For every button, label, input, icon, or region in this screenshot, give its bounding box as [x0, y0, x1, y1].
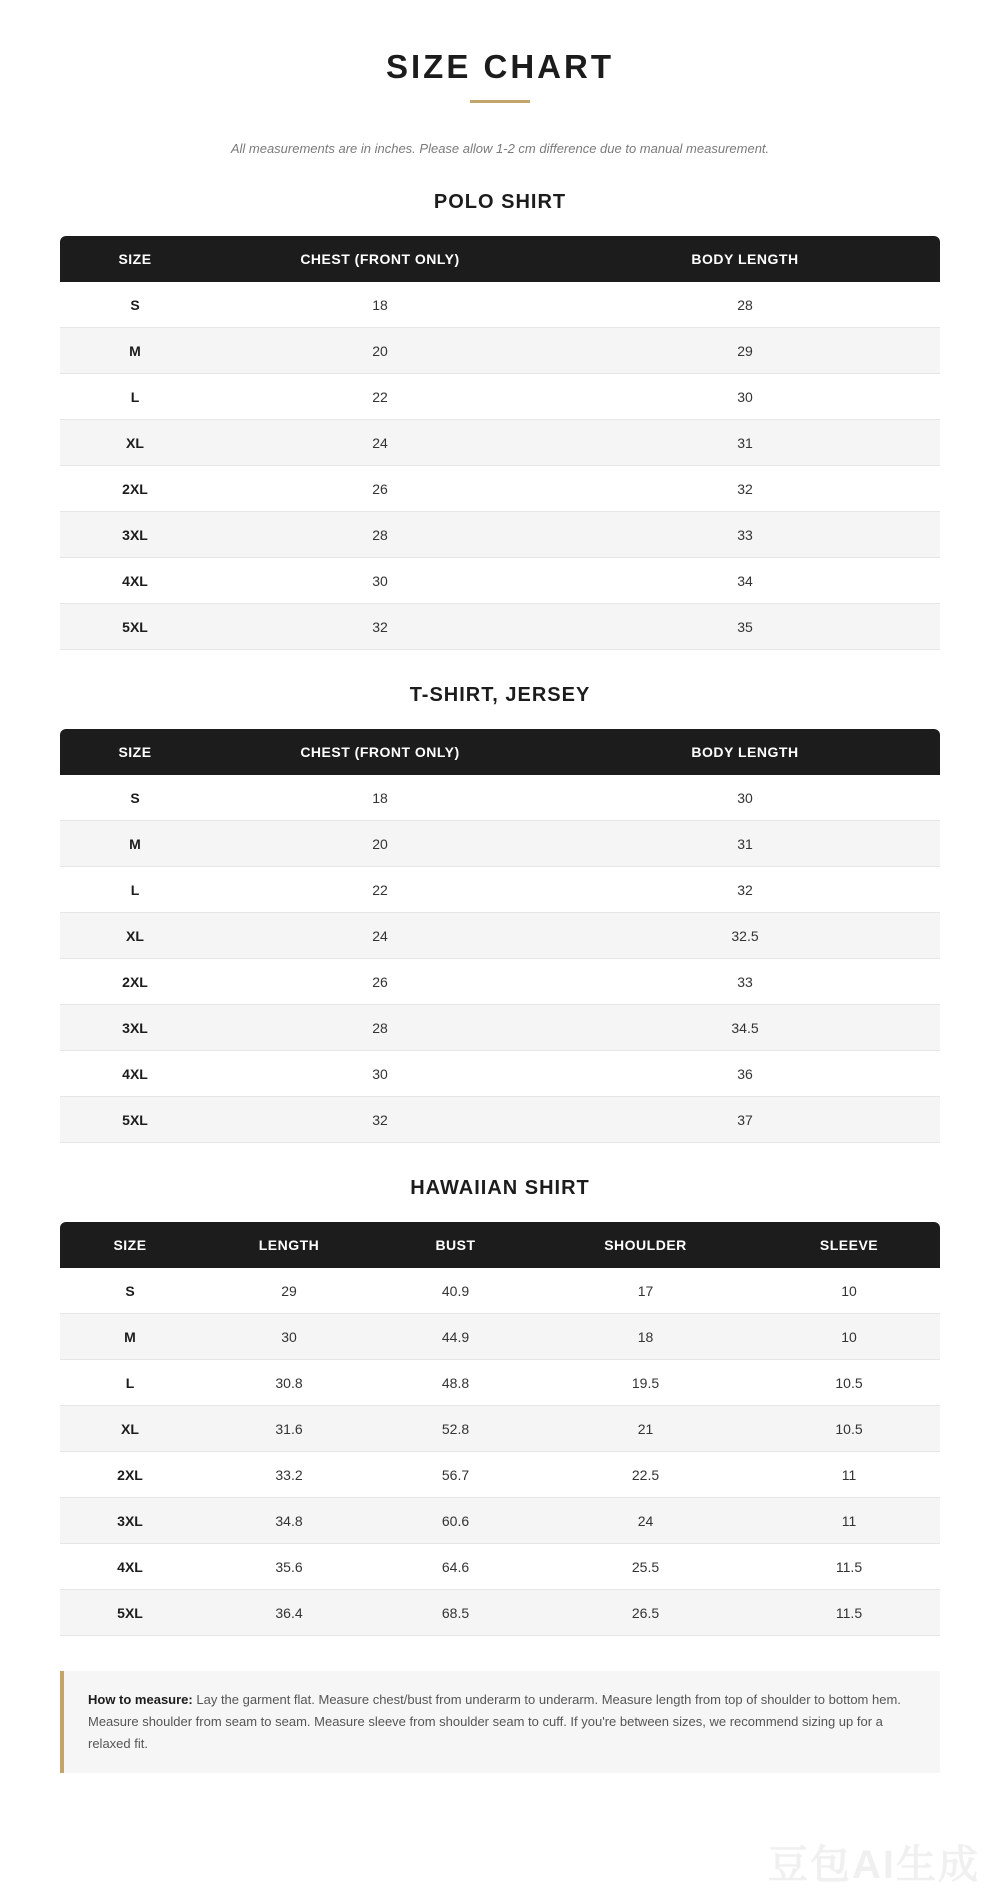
table-row [60, 959, 940, 1005]
table-row [60, 1314, 940, 1360]
table-row [60, 821, 940, 867]
hawaiian-section [60, 1177, 940, 1636]
size-cell: M [60, 1314, 200, 1360]
table-row [60, 1005, 940, 1051]
measurement-cell: 11.5 [758, 1590, 940, 1636]
table-row [60, 775, 940, 821]
measurement-cell: 29 [200, 1268, 378, 1314]
hawaiian-section-title: HAWAIIAN SHIRT [410, 1177, 590, 1199]
measurement-cell: 24 [210, 913, 550, 959]
polo-table-body [60, 282, 940, 650]
measurement-cell: 18 [533, 1314, 758, 1360]
size-cell: 5XL [60, 604, 210, 650]
polo-size-table [60, 236, 940, 650]
size-cell: XL [60, 420, 210, 466]
how-to-measure-box [60, 1671, 940, 1773]
polo-section-title: POLO SHIRT [433, 191, 567, 213]
column-header: CHEST (FRONT ONLY) [300, 251, 460, 267]
measurement-cell: 28 [210, 512, 550, 558]
watermark-logo: 豆包AI生成 [768, 1843, 980, 1887]
table-row [60, 1498, 940, 1544]
measurement-cell: 32 [550, 867, 940, 913]
size-cell: 3XL [60, 512, 210, 558]
table-row [60, 1406, 940, 1452]
measurement-cell: 35.6 [200, 1544, 378, 1590]
measurement-cell: 34 [550, 558, 940, 604]
measurement-cell: 60.6 [378, 1498, 533, 1544]
size-cell: 4XL [60, 1544, 200, 1590]
measurement-cell: 10 [758, 1268, 940, 1314]
measurement-cell: 19.5 [533, 1360, 758, 1406]
hawaiian-table-body [60, 1268, 940, 1636]
size-cell: XL [60, 1406, 200, 1452]
size-cell: 5XL [60, 1590, 200, 1636]
measurement-cell: 11 [758, 1498, 940, 1544]
measurement-cell: 30 [210, 558, 550, 604]
measurement-cell: 33.2 [200, 1452, 378, 1498]
measurement-cell: 24 [210, 420, 550, 466]
measurement-cell: 28 [550, 282, 940, 328]
size-cell: 2XL [60, 1452, 200, 1498]
table-row [60, 328, 940, 374]
measurement-cell: 34.5 [550, 1005, 940, 1051]
measurement-cell: 64.6 [378, 1544, 533, 1590]
measurement-cell: 32 [210, 604, 550, 650]
how-to-measure-text: Lay the garment flat. Measure chest/bust from underarm to underarm. Measure length from top of shoulder to bottom hem. Measure shoulder from seam to seam. Measure sleeve from shoulder seam to cuff. If you're between sizes, we recommend sizing up for a relaxed fit. [88, 1692, 901, 1751]
tshirt-section-title: T-SHIRT, JERSEY [409, 684, 591, 706]
size-cell: S [60, 775, 210, 821]
measurement-note: All measurements are in inches. Please allow 1-2 cm difference due to manual measurement. [230, 141, 770, 156]
measurement-cell: 48.8 [378, 1360, 533, 1406]
measurement-cell: 30 [200, 1314, 378, 1360]
size-chart-page [60, 0, 940, 1773]
size-cell: M [60, 821, 210, 867]
measurement-cell: 31 [550, 420, 940, 466]
size-cell: 2XL [60, 466, 210, 512]
measurement-cell: 21 [533, 1406, 758, 1452]
measurement-cell: 10.5 [758, 1360, 940, 1406]
measurement-cell: 22.5 [533, 1452, 758, 1498]
measurement-cell: 30 [550, 775, 940, 821]
tshirt-table-header [60, 729, 940, 775]
table-row [60, 1360, 940, 1406]
measurement-cell: 20 [210, 328, 550, 374]
page-title: SIZE CHART [386, 48, 614, 85]
measurement-cell: 33 [550, 512, 940, 558]
polo-table-header [60, 236, 940, 282]
measurement-cell: 11 [758, 1452, 940, 1498]
measurement-cell: 34.8 [200, 1498, 378, 1544]
measurement-cell: 37 [550, 1097, 940, 1143]
table-row [60, 867, 940, 913]
measurement-cell: 10 [758, 1314, 940, 1360]
column-header: SIZE [118, 744, 152, 760]
table-row [60, 913, 940, 959]
size-cell: 4XL [60, 558, 210, 604]
measurement-cell: 68.5 [378, 1590, 533, 1636]
measurement-cell: 30 [550, 374, 940, 420]
size-cell: L [60, 374, 210, 420]
size-cell: XL [60, 913, 210, 959]
size-cell: M [60, 328, 210, 374]
measurement-cell: 32.5 [550, 913, 940, 959]
measurement-cell: 30 [210, 1051, 550, 1097]
measurement-cell: 36 [550, 1051, 940, 1097]
size-cell: 2XL [60, 959, 210, 1005]
column-header: BODY LENGTH [691, 744, 799, 760]
measurement-cell: 26 [210, 466, 550, 512]
measurement-cell: 32 [210, 1097, 550, 1143]
measurement-cell: 36.4 [200, 1590, 378, 1636]
hawaiian-table-header [60, 1222, 940, 1268]
table-row [60, 1097, 940, 1143]
table-row [60, 420, 940, 466]
column-header: BUST [435, 1237, 476, 1253]
size-cell: L [60, 1360, 200, 1406]
measurement-cell: 20 [210, 821, 550, 867]
measurement-cell: 26 [210, 959, 550, 1005]
title-underline [470, 100, 530, 103]
measurement-cell: 32 [550, 466, 940, 512]
table-row [60, 1452, 940, 1498]
measurement-cell: 40.9 [378, 1268, 533, 1314]
table-row [60, 282, 940, 328]
measurement-cell: 10.5 [758, 1406, 940, 1452]
tshirt-table-body [60, 775, 940, 1143]
measurement-cell: 25.5 [533, 1544, 758, 1590]
size-cell: L [60, 867, 210, 913]
tshirt-section [60, 684, 940, 1143]
how-to-measure-label: How to measure: [88, 1692, 193, 1707]
tshirt-size-table [60, 729, 940, 1143]
measurement-cell: 56.7 [378, 1452, 533, 1498]
table-row [60, 558, 940, 604]
table-row [60, 1544, 940, 1590]
table-row [60, 604, 940, 650]
polo-section [60, 191, 940, 650]
measurement-cell: 22 [210, 374, 550, 420]
size-cell: S [60, 1268, 200, 1314]
size-cell: S [60, 282, 210, 328]
measurement-cell: 17 [533, 1268, 758, 1314]
column-header: SHOULDER [604, 1237, 687, 1253]
measurement-cell: 30.8 [200, 1360, 378, 1406]
measurement-cell: 31 [550, 821, 940, 867]
measurement-cell: 11.5 [758, 1544, 940, 1590]
size-cell: 3XL [60, 1498, 200, 1544]
measurement-cell: 18 [210, 282, 550, 328]
column-header: SIZE [113, 1237, 147, 1253]
size-cell: 3XL [60, 1005, 210, 1051]
table-row [60, 1268, 940, 1314]
measurement-cell: 22 [210, 867, 550, 913]
table-row [60, 512, 940, 558]
measurement-cell: 31.6 [200, 1406, 378, 1452]
column-header: LENGTH [258, 1237, 320, 1253]
column-header: BODY LENGTH [691, 251, 799, 267]
column-header: SIZE [118, 251, 152, 267]
measurement-cell: 28 [210, 1005, 550, 1051]
measurement-cell: 29 [550, 328, 940, 374]
measurement-cell: 52.8 [378, 1406, 533, 1452]
table-row [60, 1590, 940, 1636]
size-cell: 4XL [60, 1051, 210, 1097]
measurement-cell: 26.5 [533, 1590, 758, 1636]
measurement-cell: 44.9 [378, 1314, 533, 1360]
measurement-cell: 35 [550, 604, 940, 650]
table-row [60, 466, 940, 512]
measurement-cell: 24 [533, 1498, 758, 1544]
measurement-cell: 33 [550, 959, 940, 1005]
column-header: SLEEVE [819, 1237, 879, 1253]
size-cell: 5XL [60, 1097, 210, 1143]
measurement-cell: 18 [210, 775, 550, 821]
hawaiian-size-table [60, 1222, 940, 1636]
column-header: CHEST (FRONT ONLY) [300, 744, 460, 760]
table-row [60, 374, 940, 420]
table-row [60, 1051, 940, 1097]
